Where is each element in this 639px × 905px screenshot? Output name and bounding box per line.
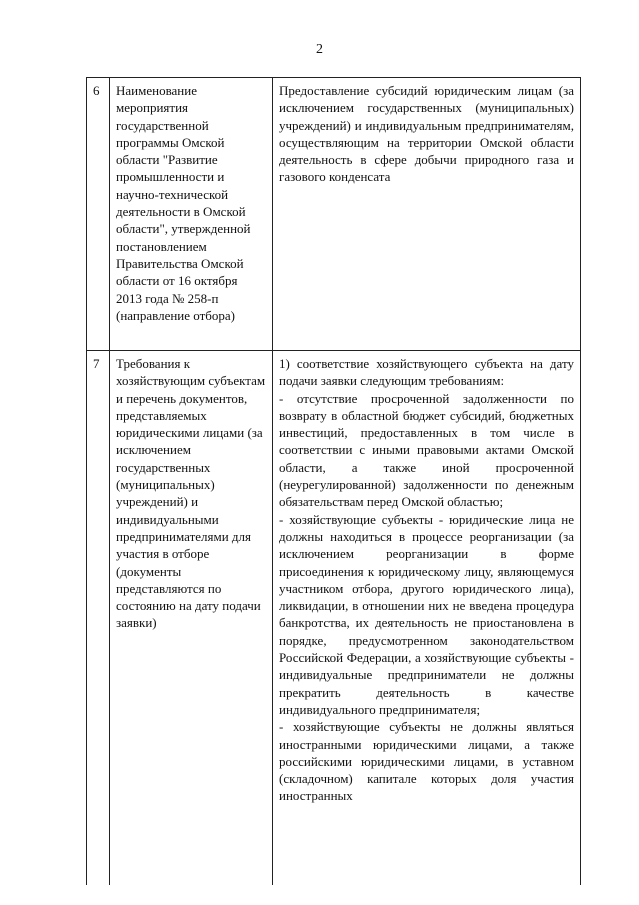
- row-number: 6: [87, 78, 110, 351]
- description-paragraph: - хозяйствующие субъекты не должны являться иностранными юридическими лицами, а также российскими юридическими лицами, в уставном (складочном) капитале которых доля участия иностранных: [279, 719, 574, 804]
- row-description: [273, 351, 581, 886]
- description-paragraph: 1) соответствие хозяйствующего субъекта на дату подачи заявки следующим требованиям:: [279, 356, 574, 389]
- description-paragraph: Предоставление субсидий юридическим лицам (за исключением государственных (муниципальных) учреждений) и индивидуальным предпринимателям, осуществляющим на территории Омской области деятельность в сфере добычи природного газа и газового конденсата: [279, 83, 574, 185]
- table-row: [87, 351, 581, 886]
- row-description: [273, 78, 581, 351]
- document-table: [86, 77, 581, 885]
- row-name: Наименование мероприятия государственной программы Омской области "Развитие промышленности и научно-технической деятельности в Омской области", утвержденной постановлением Правительства Омской области от 16 октября 2013 года № 258-п (направление отбора): [110, 78, 273, 351]
- row-number: 7: [87, 351, 110, 886]
- description-paragraph: - хозяйствующие субъекты - юридические лица не должны находиться в процессе реорганизации (за исключением реорганизации в форме присоединения к юридическому лицу, являющемуся участником отбора, другого юридического лица), ликвидации, в отношении них не введена процедура банкротства, их деятельность не приостановлена в порядке, предусмотренном законодательством Российской Федерации, а хозяйствующие субъекты - индивидуальные предприниматели не должны прекратить деятельность в качестве индивидуального предпринимателя;: [279, 511, 574, 717]
- row-name: Требования к хозяйствующим субъектам и перечень документов, представляемых юридическими лицами (за исключением государственных (муниципальных) учреждений) и индивидуальными предпринимателями для участия в отборе (документы представляются по состоянию на дату подачи заявки): [110, 351, 273, 886]
- description-paragraph: - отсутствие просроченной задолженности по возврату в областной бюджет субсидий, бюджетных инвестиций, предоставленных в том числе в соответствии с иными правовыми актами Омской области, а также иной просроченной (неурегулированной) задолженности по денежным обязательствам перед Омской областью;: [279, 390, 574, 510]
- table-row: [87, 78, 581, 351]
- page-number: 2: [316, 42, 323, 57]
